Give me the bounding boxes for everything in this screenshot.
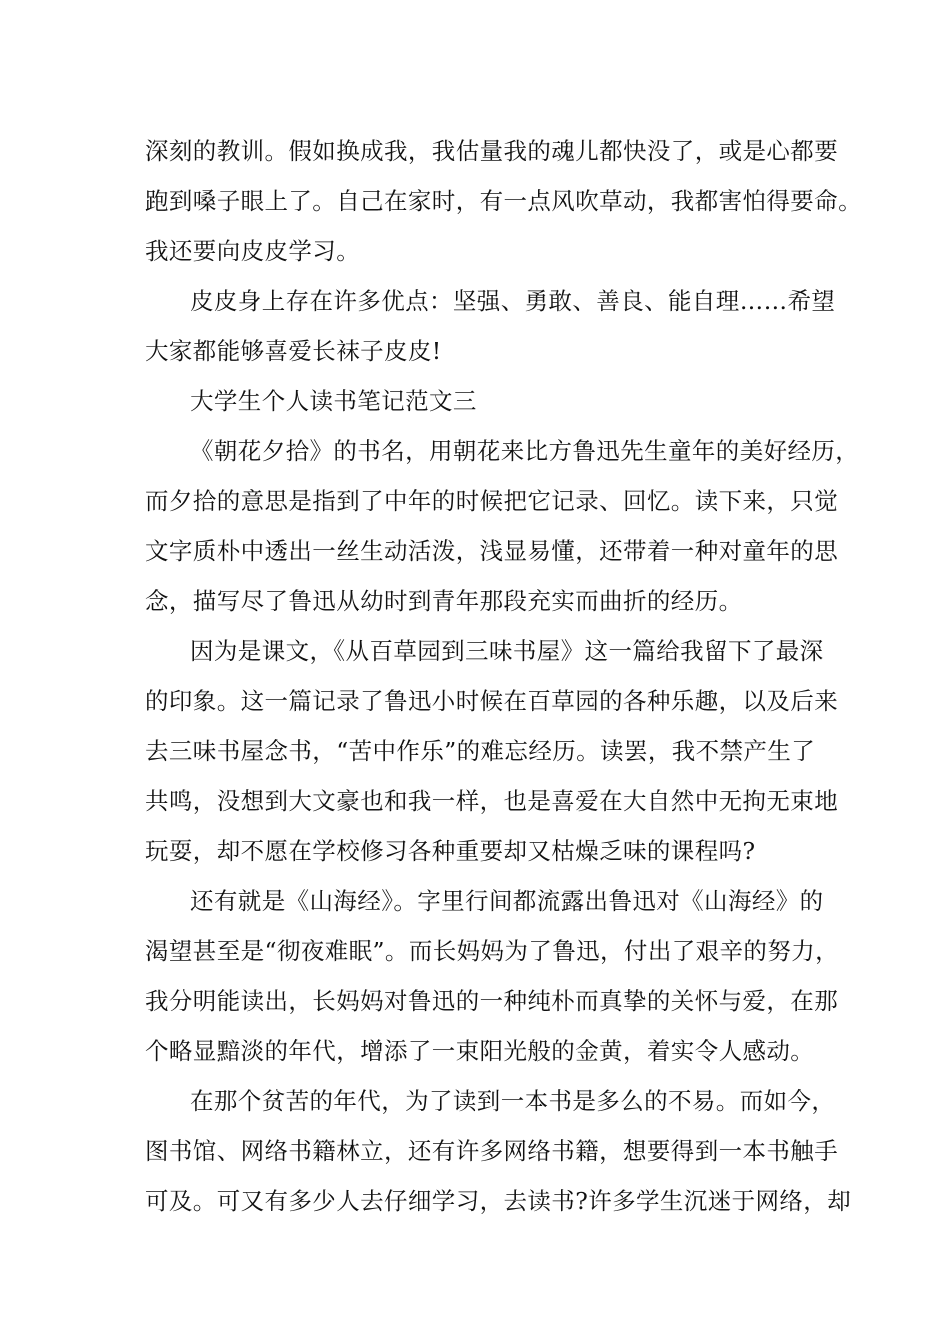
text-line: 文字质朴中透出一丝生动活泼，浅显易懂，还带着一种对童年的思 (145, 537, 839, 565)
text-line: 大家都能够喜爱长袜子皮皮! (145, 337, 442, 365)
section-heading: 大学生个人读书笔记范文三 (190, 387, 477, 415)
text-line: 我分明能读出，长妈妈对鲁迅的一种纯朴而真挚的关怀与爱，在那 (145, 987, 839, 1015)
text-line: 还有就是《山海经》。字里行间都流露出鲁迅对《山海经》的 (190, 887, 824, 915)
text-line: 个略显黯淡的年代，增添了一束阳光般的金黄，着实令人感动。 (145, 1037, 815, 1065)
text-line: 而夕拾的意思是指到了中年的时候把它记录、回忆。读下来，只觉 (145, 487, 839, 515)
text-line: 图书馆、网络书籍林立，还有许多网络书籍，想要得到一本书触手 (145, 1137, 839, 1165)
text-line: 皮皮身上存在许多优点：坚强、勇敢、善良、能自理……希望 (190, 287, 836, 315)
text-line: 深刻的教训。假如换成我，我估量我的魂儿都快没了，或是心都要 (145, 137, 839, 165)
text-line: 念，描写尽了鲁迅从幼时到青年那段充实而曲折的经历。 (145, 587, 743, 615)
text-line: 我还要向皮皮学习。 (145, 237, 361, 265)
text-line: 因为是课文，《从百草园到三味书屋》这一篇给我留下了最深 (190, 637, 824, 665)
text-line: 玩耍，却不愿在学校修习各种重要却又枯燥乏味的课程吗? (145, 837, 756, 865)
text-line: 的印象。这一篇记录了鲁迅小时候在百草园的各种乐趣，以及后来 (145, 687, 839, 715)
text-line: 渴望甚至是“彻夜难眠”。而长妈妈为了鲁迅，付出了艰辛的努力， (145, 937, 840, 965)
text-line: 在那个贫苦的年代，为了读到一本书是多么的不易。而如今， (190, 1087, 836, 1115)
text-line: 共鸣，没想到大文豪也和我一样，也是喜爱在大自然中无拘无束地 (145, 787, 839, 815)
text-line: 跑到嗓子眼上了。自己在家时，有一点风吹草动，我都害怕得要命。 (145, 187, 862, 215)
text-line: 可及。可又有多少人去仔细学习，去读书?许多学生沉迷于网络，却 (145, 1187, 852, 1215)
text-line: 去三味书屋念书，“苦中作乐”的难忘经历。读罢，我不禁产生了 (145, 737, 816, 765)
text-line: 《朝花夕拾》的书名，用朝花来比方鲁迅先生童年的美好经历， (190, 437, 860, 465)
